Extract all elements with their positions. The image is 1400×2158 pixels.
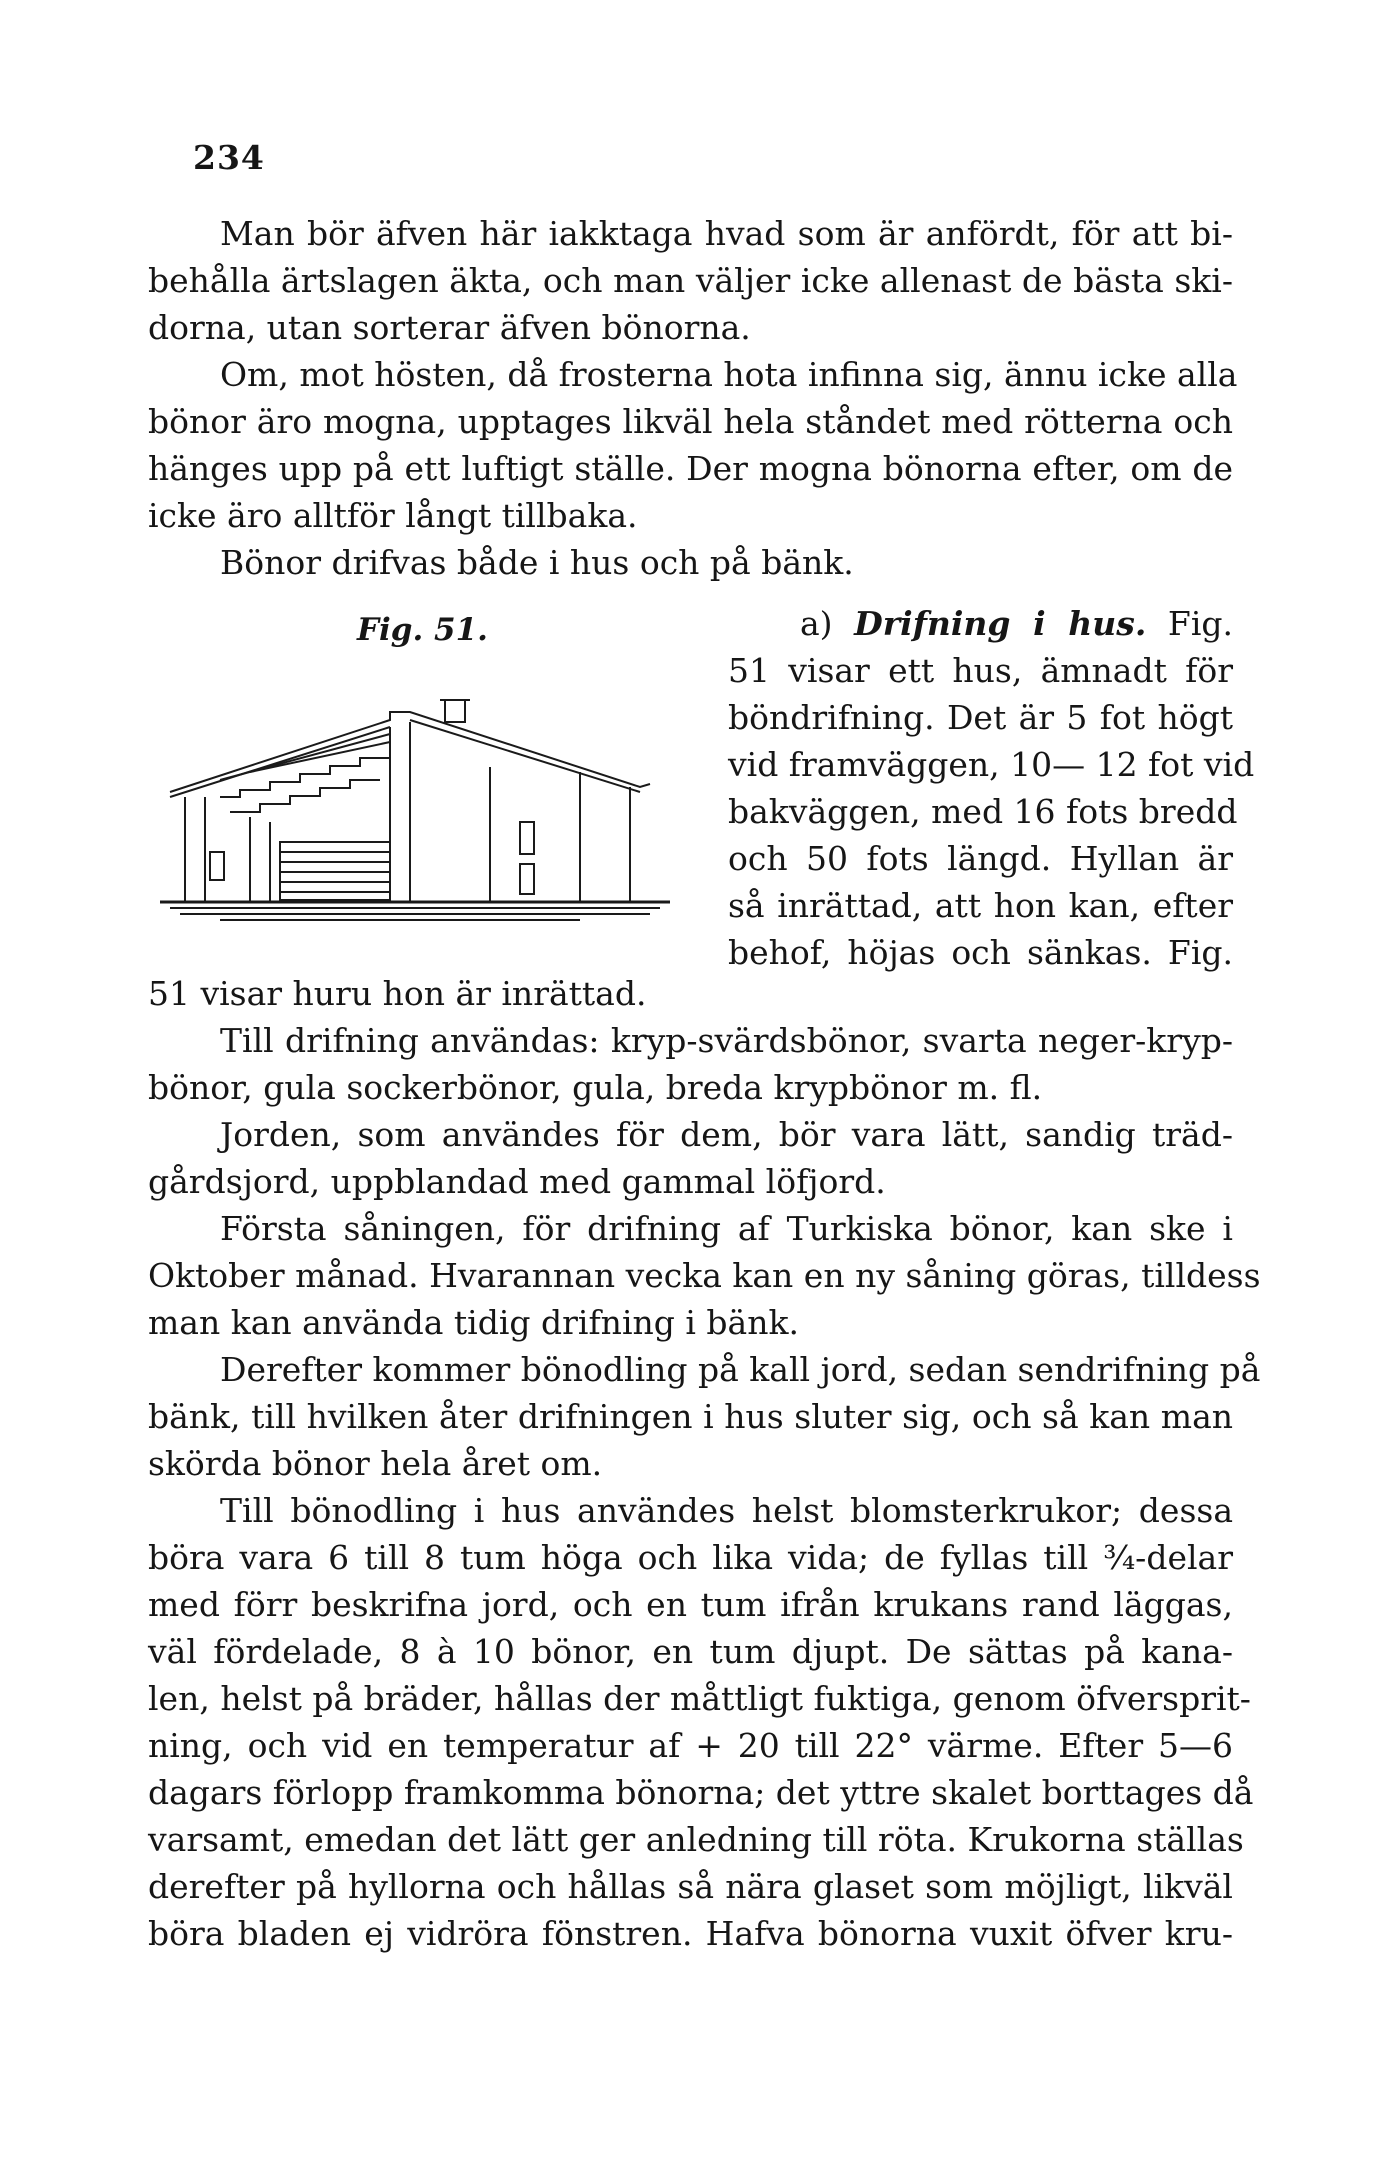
text-line: len, helst på bräder, hållas der måttligt fuktiga, genom öfversprit- [148,1679,1251,1718]
side-heading-suffix: Fig. [1146,604,1233,643]
figure-side-text [728,600,1255,976]
side-line: behof, höjas och sänkas. Fig. [728,933,1233,972]
text-line: böra vara 6 till 8 tum höga och lika vida; de fyllas till ¾-delar [148,1538,1233,1577]
text-line: Derefter kommer bönodling på kall jord, sedan sendrifning på [220,1350,1261,1389]
text-line: Man bör äfven här iakktaga hvad som är anfördt, för att bi- [220,214,1233,253]
figure-caption: Fig. 51. [357,612,488,648]
side-line: böndrifning. Det är 5 fot högt [728,698,1233,737]
side-heading-italic: Drifning i hus. [854,604,1147,643]
text-line: hänges upp på ett luftigt ställe. Der mogna bönorna efter, om de [148,449,1233,488]
side-heading-prefix: a) [800,604,855,643]
side-line: vid framväggen, 10— 12 fot vid [728,745,1255,784]
side-line: 51 visar ett hus, ämnadt för [728,651,1233,690]
text-line: Om, mot hösten, då frosterna hota infinna sig, ännu icke alla [220,355,1238,394]
text-line: bänk, till hvilken åter drifningen i hus sluter sig, och så kan man [148,1397,1233,1436]
text-line: Till drifning användas: kryp-svärdsbönor, svarta neger-kryp- [220,1021,1233,1060]
text-line: bönor äro mogna, upptages likväl hela ståndet med rötterna och [148,402,1233,441]
text-line: derefter på hyllorna och hållas så nära glaset som möjligt, likväl [148,1867,1233,1906]
text-line: dagars förlopp framkomma bönorna; det yttre skalet borttages då [148,1773,1254,1812]
side-line: och 50 fots längd. Hyllan är [728,839,1233,878]
text-block-top [148,210,1238,586]
text-line: skörda bönor hela året om. [148,1444,603,1483]
text-line: Jorden, som användes för dem, bör vara lätt, sandig träd- [220,1115,1233,1154]
text-line: med förr beskrifna jord, och en tum ifrån krukans rand läggas, [148,1585,1233,1624]
text-line: man kan använda tidig drifning i bänk. [148,1303,799,1342]
greenhouse-illustration [160,672,680,942]
text-line: Första såningen, för drifning af Turkiska bönor, kan ske i [220,1209,1233,1248]
page-number: 234 [193,138,265,177]
text-line: 51 visar huru hon är inrättad. [148,974,647,1013]
side-heading [728,600,1233,647]
text-line: böra bladen ej vidröra fönstren. Hafva bönorna vuxit öfver kru- [148,1914,1233,1953]
text-line: dorna, utan sorterar äfven bönorna. [148,308,751,347]
text-line: ning, och vid en temperatur af + 20 till 22° värme. Efter 5—6 [148,1726,1233,1765]
side-line: bakväggen, med 16 fots bredd [728,792,1238,831]
text-line: Oktober månad. Hvarannan vecka kan en ny såning göras, tilldess [148,1256,1261,1295]
text-line: Bönor drifvas både i hus och på bänk. [220,543,854,582]
text-line: behålla ärtslagen äkta, och man väljer icke allenast de bästa ski- [148,261,1233,300]
text-line: bönor, gula sockerbönor, gula, breda krypbönor m. fl. [148,1068,1043,1107]
text-line: väl fördelade, 8 à 10 bönor, en tum djupt. De sättas på kana- [148,1632,1233,1671]
text-block-bottom [148,970,1261,1957]
text-line: gårdsjord, uppblandad med gammal löfjord. [148,1162,886,1201]
side-line: så inrättad, att hon kan, efter [728,886,1233,925]
text-line: Till bönodling i hus användes helst blomsterkrukor; dessa [220,1491,1233,1530]
text-line: icke äro alltför långt tillbaka. [148,496,638,535]
text-line: varsamt, emedan det lätt ger anledning till röta. Krukorna ställas [148,1820,1244,1859]
